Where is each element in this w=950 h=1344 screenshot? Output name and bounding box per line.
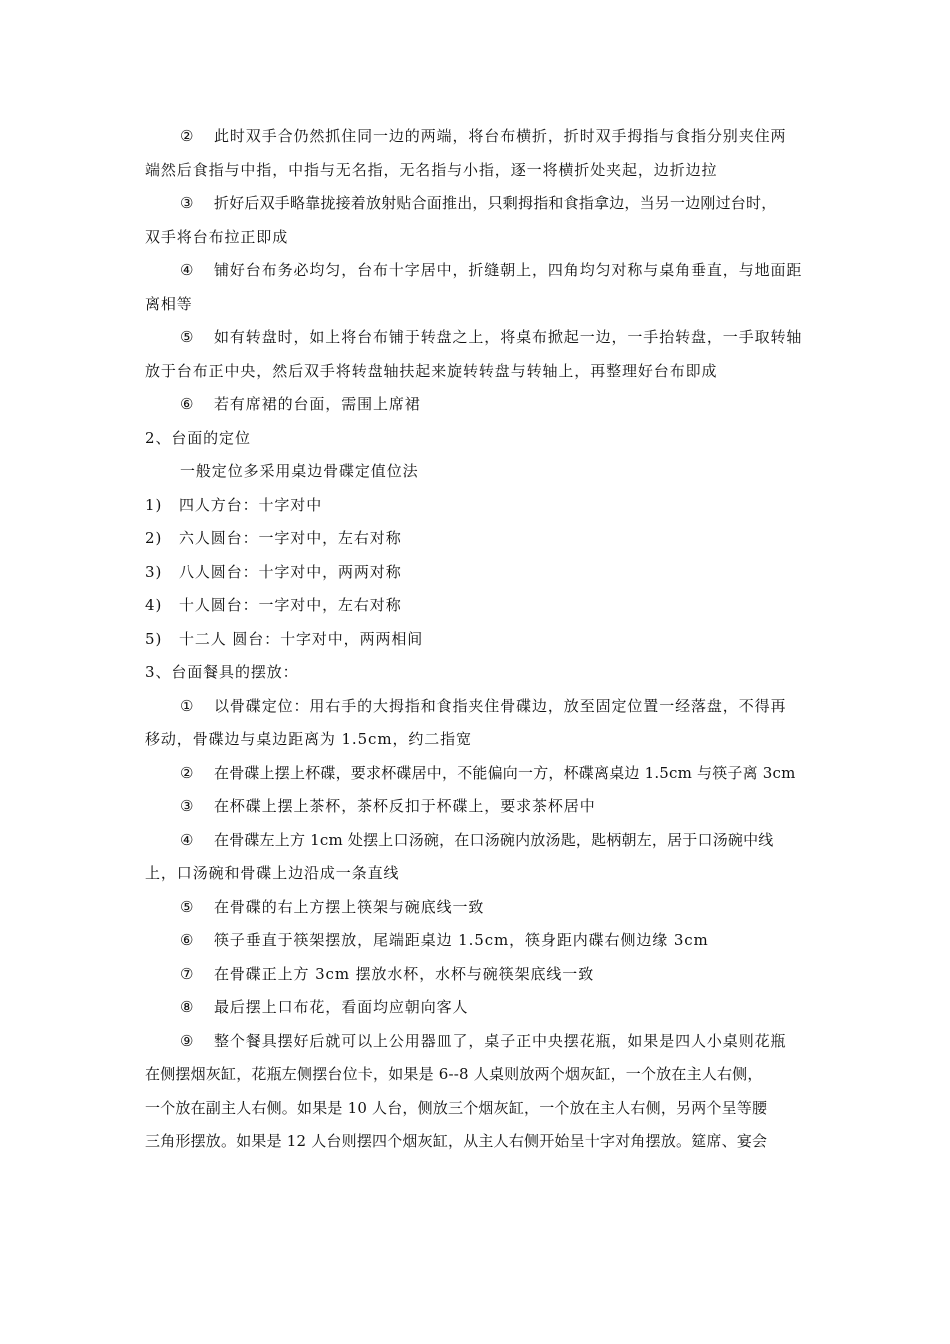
- list-item: [145, 489, 810, 523]
- paragraph-line: [145, 254, 810, 288]
- list-item: [145, 623, 810, 657]
- paragraph-text: 铺好台布务必均匀，台布十字居中，折缝朝上，四角均匀对称与桌角垂直，与地面距: [214, 261, 803, 279]
- paragraph-text: 双手将台布拉正即成: [145, 227, 289, 246]
- list-item: [145, 522, 810, 556]
- list-number: 4): [145, 596, 163, 614]
- paragraph-text: 在骨碟上摆上杯碟，要求杯碟居中，不能偏向一方，杯碟离桌边 1.5cm 与筷子离 3cm: [214, 763, 796, 782]
- paragraph-text: 以骨碟定位：用右手的大拇指和食指夹住骨碟边，放至固定位置一经落盘，不得再: [214, 696, 787, 715]
- list-marker: ⑥: [180, 395, 195, 413]
- paragraph-text: 三角形摆放。如果是 12 人台则摆四个烟灰缸，从主人右侧开始呈十字对角摆放。筵席、宴会: [145, 1132, 768, 1150]
- paragraph-line: [145, 221, 810, 255]
- paragraph-line: [145, 187, 810, 221]
- paragraph-text: 在骨碟左上方 1cm 处摆上口汤碗，在口汤碗内放汤匙，匙柄朝左，居于口汤碗中线: [214, 830, 774, 849]
- list-item-text: 十人圆台：一字对中，左右对称: [179, 596, 402, 614]
- paragraph-line: [145, 154, 810, 188]
- list-number: 1): [145, 495, 163, 514]
- list-number: 5): [145, 629, 163, 648]
- list-marker: ⑧: [180, 998, 195, 1016]
- paragraph-line: [145, 1025, 810, 1059]
- section-heading: 2、台面的定位: [145, 428, 251, 447]
- paragraph-text: 整个餐具摆好后就可以上公用器皿了，桌子正中央摆花瓶，如果是四人小桌则花瓶: [214, 1031, 787, 1050]
- section-heading: 3、台面餐具的摆放：: [145, 663, 299, 681]
- paragraph-text: 在杯碟上摆上茶杯，茶杯反扣于杯碟上，要求茶杯居中: [214, 797, 596, 815]
- list-marker: ⑤: [180, 897, 195, 916]
- paragraph-line: [145, 355, 810, 389]
- list-marker: ⑨: [180, 1031, 195, 1050]
- paragraph-text: 在侧摆烟灰缸，花瓶左侧摆台位卡，如果是 6--8 人桌则放两个烟灰缸，一个放在主人右侧，: [145, 1065, 763, 1083]
- list-marker: ④: [180, 261, 195, 279]
- paragraph-line: [145, 857, 810, 891]
- paragraph-text: 放于台布正中央，然后双手将转盘轴扶起来旋转转盘与转轴上，再整理好台布即成: [145, 361, 718, 380]
- list-number: 2): [145, 529, 163, 547]
- list-marker: ①: [180, 696, 195, 715]
- paragraph-text: 最后摆上口布花，看面均应朝向客人: [214, 998, 469, 1016]
- paragraph-line: [145, 757, 810, 791]
- list-marker: ②: [180, 127, 195, 145]
- paragraph-line: [145, 1092, 810, 1126]
- paragraph-line: [145, 288, 810, 322]
- paragraph-text: 在骨碟正上方 3cm 摆放水杯，水杯与碗筷架底线一致: [214, 964, 595, 983]
- paragraph-text: 如有转盘时，如上将台布铺于转盘之上，将桌布掀起一边，一手抬转盘，一手取转轴: [214, 328, 803, 346]
- paragraph-line: [145, 790, 810, 824]
- paragraph-line: [145, 120, 810, 154]
- paragraph-line: [145, 388, 810, 422]
- paragraph-line: [145, 1058, 810, 1092]
- paragraph-text: 折好后双手略靠拢接着放射贴合面推出，只剩拇指和食指拿边，当另一边刚过台时，: [214, 194, 777, 212]
- list-item-text: 十二人 圆台：十字对中，两两相间: [179, 629, 424, 648]
- list-marker: ⑥: [180, 931, 195, 949]
- list-marker: ③: [180, 194, 195, 212]
- paragraph-line: [145, 924, 810, 958]
- list-item: [145, 556, 810, 590]
- paragraph-text: 筷子垂直于筷架摆放，尾端距桌边 1.5cm，筷身距内碟右侧边缘 3cm: [214, 931, 709, 949]
- list-item: [145, 589, 810, 623]
- paragraph-text: 上，口汤碗和骨碟上边沿成一条直线: [145, 864, 400, 882]
- list-item-text: 六人圆台：一字对中，左右对称: [179, 529, 402, 547]
- document-body: [145, 120, 810, 1159]
- paragraph-line: [145, 891, 810, 925]
- list-item-text: 四人方台：十字对中: [179, 495, 323, 514]
- paragraph-line: [145, 321, 810, 355]
- paragraph-text: 若有席裙的台面，需围上席裙: [214, 395, 421, 413]
- paragraph-text: 一个放在副主人右侧。如果是 10 人台，侧放三个烟灰缸，一个放在主人右侧，另两个呈等腰: [145, 1098, 768, 1117]
- paragraph-line: [145, 723, 810, 757]
- section-intro: 一般定位多采用桌边骨碟定值位法: [180, 462, 419, 480]
- paragraph-line: [145, 824, 810, 858]
- paragraph-text: 在骨碟的右上方摆上筷架与碗底线一致: [214, 897, 485, 916]
- paragraph-line: [145, 958, 810, 992]
- paragraph-text: 移动，骨碟边与桌边距离为 1.5cm，约二指宽: [145, 730, 472, 748]
- paragraph-line: [145, 991, 810, 1025]
- list-marker: ③: [180, 797, 195, 815]
- list-item-text: 八人圆台：十字对中，两两对称: [179, 562, 402, 581]
- paragraph-text: 离相等: [145, 294, 193, 313]
- list-marker: ④: [180, 830, 195, 849]
- list-marker: ⑦: [180, 964, 195, 983]
- list-number: 3): [145, 562, 163, 581]
- list-marker: ⑤: [180, 328, 195, 346]
- paragraph-text: 端然后食指与中指，中指与无名指，无名指与小指，逐一将横折处夹起，边折边拉: [145, 160, 718, 179]
- paragraph-line: [145, 1125, 810, 1159]
- list-marker: ②: [180, 763, 195, 782]
- paragraph-text: 此时双手合仍然抓住同一边的两端，将台布横折，折时双手拇指与食指分别夹住两: [214, 127, 787, 145]
- paragraph-line: [145, 690, 810, 724]
